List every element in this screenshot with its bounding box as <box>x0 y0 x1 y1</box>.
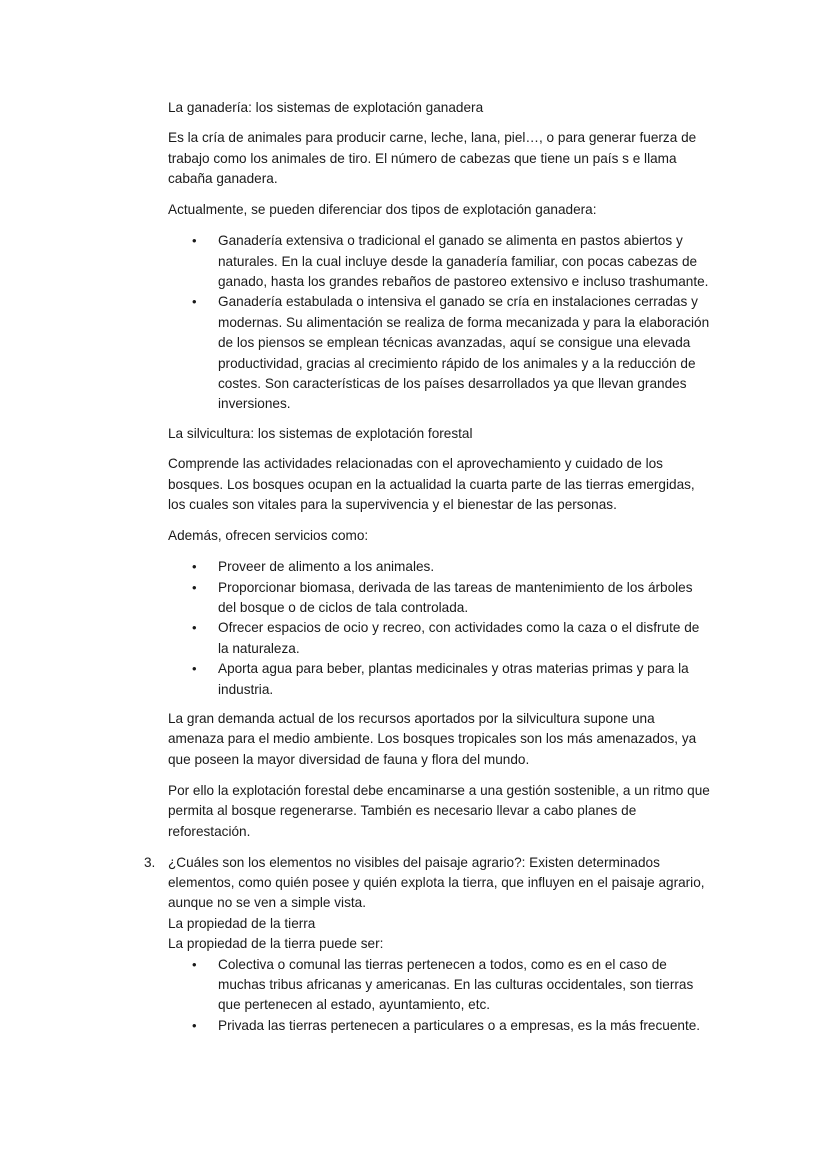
question-text: ¿Cuáles son los elementos no visibles del paisaje agrario?: Existen determinados elementos, como quién posee y quién explota la tierra, que influyen en el paisaje agrario, aunque no se ven a simple vista. <box>168 854 705 911</box>
list-item <box>168 578 713 619</box>
list-item <box>168 955 713 1016</box>
forestry-intro: Comprende las actividades relacionadas con el aprovechamiento y cuidado de los bosques. Los bosques ocupan en la actualidad la cuarta parte de las tierras emergidas, los cuales son vitales para la supervivencia y el bienestar de las personas. <box>168 456 695 513</box>
list-item <box>168 292 713 414</box>
list-item <box>168 659 713 700</box>
list-item-text: Proveer de alimento a los animales. <box>218 559 435 575</box>
livestock-types-intro: Actualmente, se pueden diferenciar dos tipos de explotación ganadera: <box>168 202 597 218</box>
bullet-icon: • <box>192 559 197 575</box>
ownership-types-list <box>168 955 713 1037</box>
ownership-subheading: La propiedad de la tierra <box>168 915 316 931</box>
bullet-icon: • <box>192 294 197 310</box>
forestry-services-list <box>168 557 713 700</box>
document-body <box>144 98 713 1045</box>
list-item-text: Colectiva o comunal las tierras pertenecen a todos, como es en el caso de muchas tribus africanas y americanas. En las culturas occidentales, son tierras que pertenecen al estado, ayuntamiento, etc. <box>218 956 694 1013</box>
question-3 <box>144 853 713 1037</box>
livestock-intro: Es la cría de animales para producir carne, leche, lana, piel…, o para generar fuerza de trabajo como los animales de tiro. El número de cabezas que tiene un país s e llama cabaña ganadera. <box>168 130 697 187</box>
list-item-text: Ganadería extensiva o tradicional el ganado se alimenta en pastos abiertos y naturales. En la cual incluye desde la ganadería familiar, con pocas cabezas de ganado, hasta los grandes rebaños de pastoreo extensivo e incluso trashumante. <box>218 233 709 290</box>
list-item <box>168 618 713 659</box>
forestry-sustainability: Por ello la explotación forestal debe encaminarse a una gestión sostenible, a un ritmo que permita al bosque regenerarse. También es necesario llevar a cabo planes de reforestación. <box>168 782 710 839</box>
forestry-threat: La gran demanda actual de los recursos aportados por la silvicultura supone una amenaza para el medio ambiente. Los bosques tropicales son los más amenazados, ya que poseen la mayor diversidad de fauna y flora del mundo. <box>168 710 697 767</box>
bullet-icon: • <box>192 233 197 249</box>
livestock-heading: La ganadería: los sistemas de explotación ganadera <box>168 100 484 115</box>
bullet-icon: • <box>192 956 197 972</box>
forestry-heading: La silvicultura: los sistemas de explotación forestal <box>168 425 473 441</box>
bullet-icon: • <box>192 620 197 636</box>
list-item-text: Ofrecer espacios de ocio y recreo, con actividades como la caza o el disfrute de la naturaleza. <box>218 620 700 656</box>
bullet-icon: • <box>192 579 197 595</box>
question-number: 3. <box>144 854 156 870</box>
list-item <box>168 231 713 292</box>
bullet-icon: • <box>192 661 197 677</box>
list-item <box>168 557 713 577</box>
list-item-text: Aporta agua para beber, plantas medicinales y otras materias primas y para la industria. <box>218 661 689 697</box>
list-item <box>168 1016 713 1036</box>
livestock-types-list <box>168 231 713 415</box>
list-item-text: Privada las tierras pertenecen a particulares o a empresas, es la más frecuente. <box>218 1017 701 1033</box>
list-item-text: Ganadería estabulada o intensiva el ganado se cría en instalaciones cerradas y modernas. Su alimentación se realiza de forma mecanizada y para la elaboración de los piensos se emplean técnicas avanzadas, aquí se consigue una elevada productividad, gracias al crecimiento rápido de los animales y a la reducción de costes. Son características de los países desarrollados ya que llevan grandes inversiones. <box>218 294 710 412</box>
forestry-services-intro: Además, ofrecen servicios como: <box>168 528 369 544</box>
ownership-intro: La propiedad de la tierra puede ser: <box>168 936 384 952</box>
list-item-text: Proporcionar biomasa, derivada de las tareas de mantenimiento de los árboles del bosque o de ciclos de tala controlada. <box>218 579 693 615</box>
bullet-icon: • <box>192 1017 197 1033</box>
